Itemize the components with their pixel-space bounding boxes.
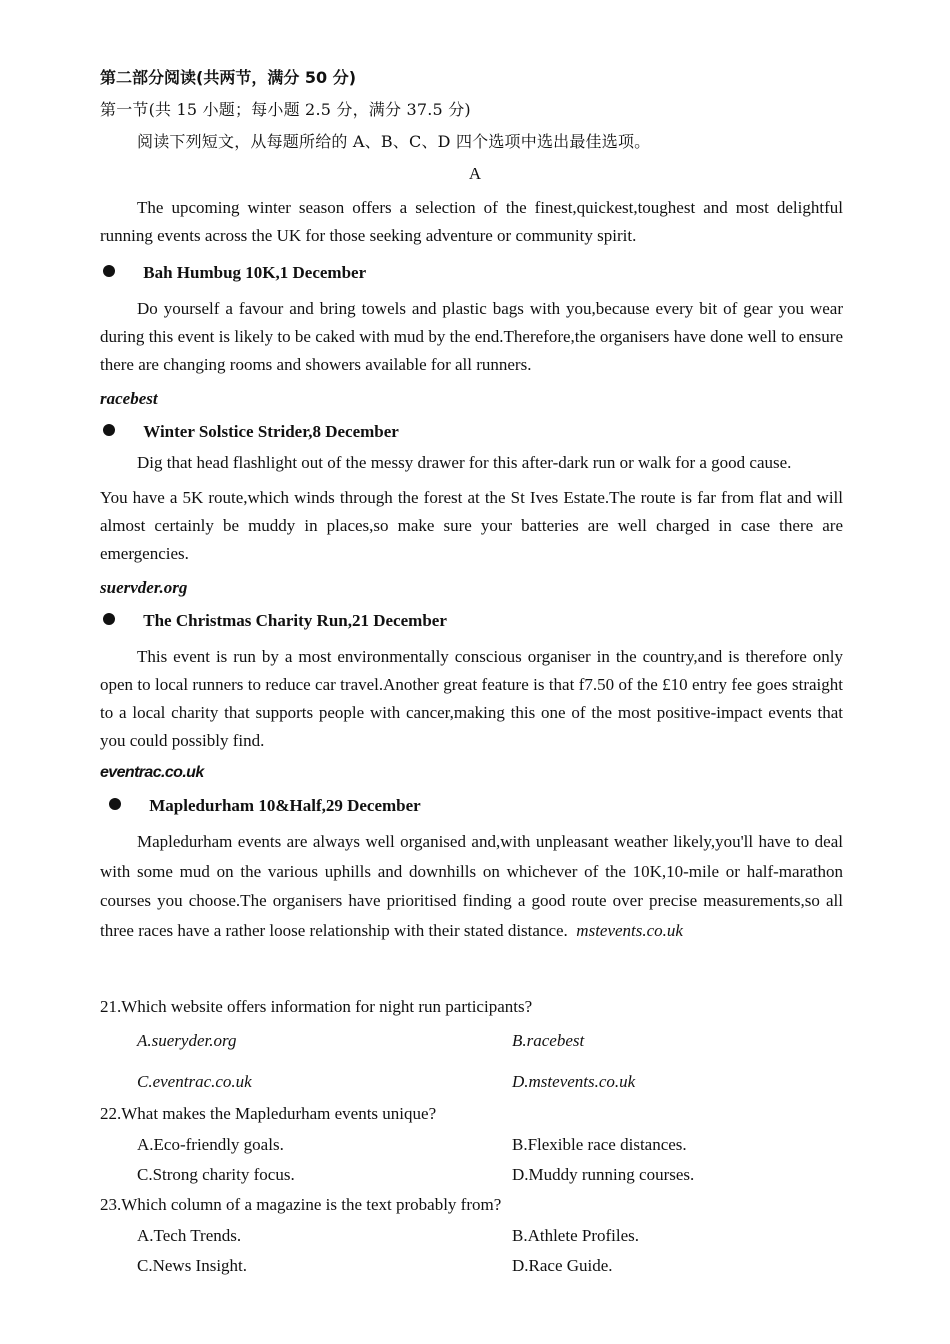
option-a: A.Tech Trends. <box>137 1226 242 1245</box>
event-heading <box>109 796 421 816</box>
question-stem: 21.Which website offers information for night run participants? <box>100 997 533 1016</box>
part-title: 第二部分阅读(共两节，满分 50 分) <box>100 68 357 87</box>
bullet-icon <box>103 265 115 277</box>
option-d: D.mstevents.co.uk <box>512 1072 636 1091</box>
option-a: A.Eco-friendly goals. <box>137 1135 284 1154</box>
event-title: The Christmas Charity Run,21 December <box>143 611 447 630</box>
event-source: mstevents.co.uk <box>576 920 683 940</box>
option-c: C.eventrac.co.uk <box>137 1072 252 1091</box>
section-title: 第一节(共 15 小题；每小题 2.5 分，满分 37.5 分) <box>100 100 471 119</box>
option-b: B.Flexible race distances. <box>512 1135 687 1154</box>
option-b: B.Athlete Profiles. <box>512 1226 640 1245</box>
event-heading <box>103 263 366 283</box>
event-body <box>100 827 843 945</box>
event-heading <box>103 422 399 442</box>
event-source: eventrac.co.uk <box>100 764 204 781</box>
event-body-content: Mapledurham events are always well organised and,with unpleasant weather likely,you'll have to deal with some mud on the various uphills and downhills on whichever of the 10K,10-mile or half-marathon courses you choose.The organisers have prioritised finding a good route over precise measurements,so all three races have a rather loose relationship with their stated distance. <box>100 832 843 940</box>
event-heading <box>103 611 447 631</box>
event-source: suervder.org <box>100 578 188 597</box>
question-stem: 23.Which column of a magazine is the text probably from? <box>100 1195 502 1214</box>
intro-text: The upcoming winter season offers a selection of the finest,quickest,toughest and most delightful running events across the UK for those seeking adventure or community spirit. <box>100 198 843 245</box>
option-a: A.sueryder.org <box>137 1031 237 1050</box>
event-body-text: This event is run by a most environmentally conscious organiser in the country,and is therefore only open to local runners to reduce car travel.Another great feature is that f7.50 of the £10 entry fee goes straight to a local charity that supports people with cancer,making this one of the most positive-impact events that you could possibly find. <box>100 647 843 750</box>
instruction: 阅读下列短文，从每题所给的 A、B、C、D 四个选项中选出最佳选项。 <box>137 132 651 151</box>
option-c: C.News Insight. <box>137 1256 248 1275</box>
event-title: Winter Solstice Strider,8 December <box>143 422 399 441</box>
question-stem: 22.What makes the Mapledurham events unique? <box>100 1104 437 1123</box>
passage-label: A <box>468 164 482 183</box>
event-body <box>100 484 843 568</box>
event-body-first-line: Dig that head flashlight out of the messy drawer for this after-dark run or walk for a good cause. <box>137 453 792 472</box>
event-body-text: You have a 5K route,which winds through the forest at the St Ives Estate.The route is far from flat and will almost certainly be muddy in places,so make sure your batteries are well charged in case there are emergencies. <box>100 488 843 563</box>
event-source: racebest <box>100 389 158 408</box>
event-title: Bah Humbug 10K,1 December <box>143 263 367 282</box>
event-body-text <box>100 827 843 945</box>
option-d: D.Race Guide. <box>512 1256 613 1275</box>
option-d: D.Muddy running courses. <box>512 1165 695 1184</box>
event-body <box>100 295 843 379</box>
option-c: C.Strong charity focus. <box>137 1165 295 1184</box>
event-title: Mapledurham 10&Half,29 December <box>149 796 421 815</box>
bullet-icon <box>103 613 115 625</box>
option-b: B.racebest <box>512 1031 585 1050</box>
bullet-icon <box>103 424 115 436</box>
event-body-text: Do yourself a favour and bring towels and plastic bags with you,because every bit of gear you wear during this event is likely to be caked with mud by the end.Therefore,the organisers have done well to ensure there are changing rooms and showers available for all runners. <box>100 299 843 374</box>
event-body <box>100 643 843 755</box>
bullet-icon <box>109 798 121 810</box>
intro-paragraph <box>100 194 843 250</box>
